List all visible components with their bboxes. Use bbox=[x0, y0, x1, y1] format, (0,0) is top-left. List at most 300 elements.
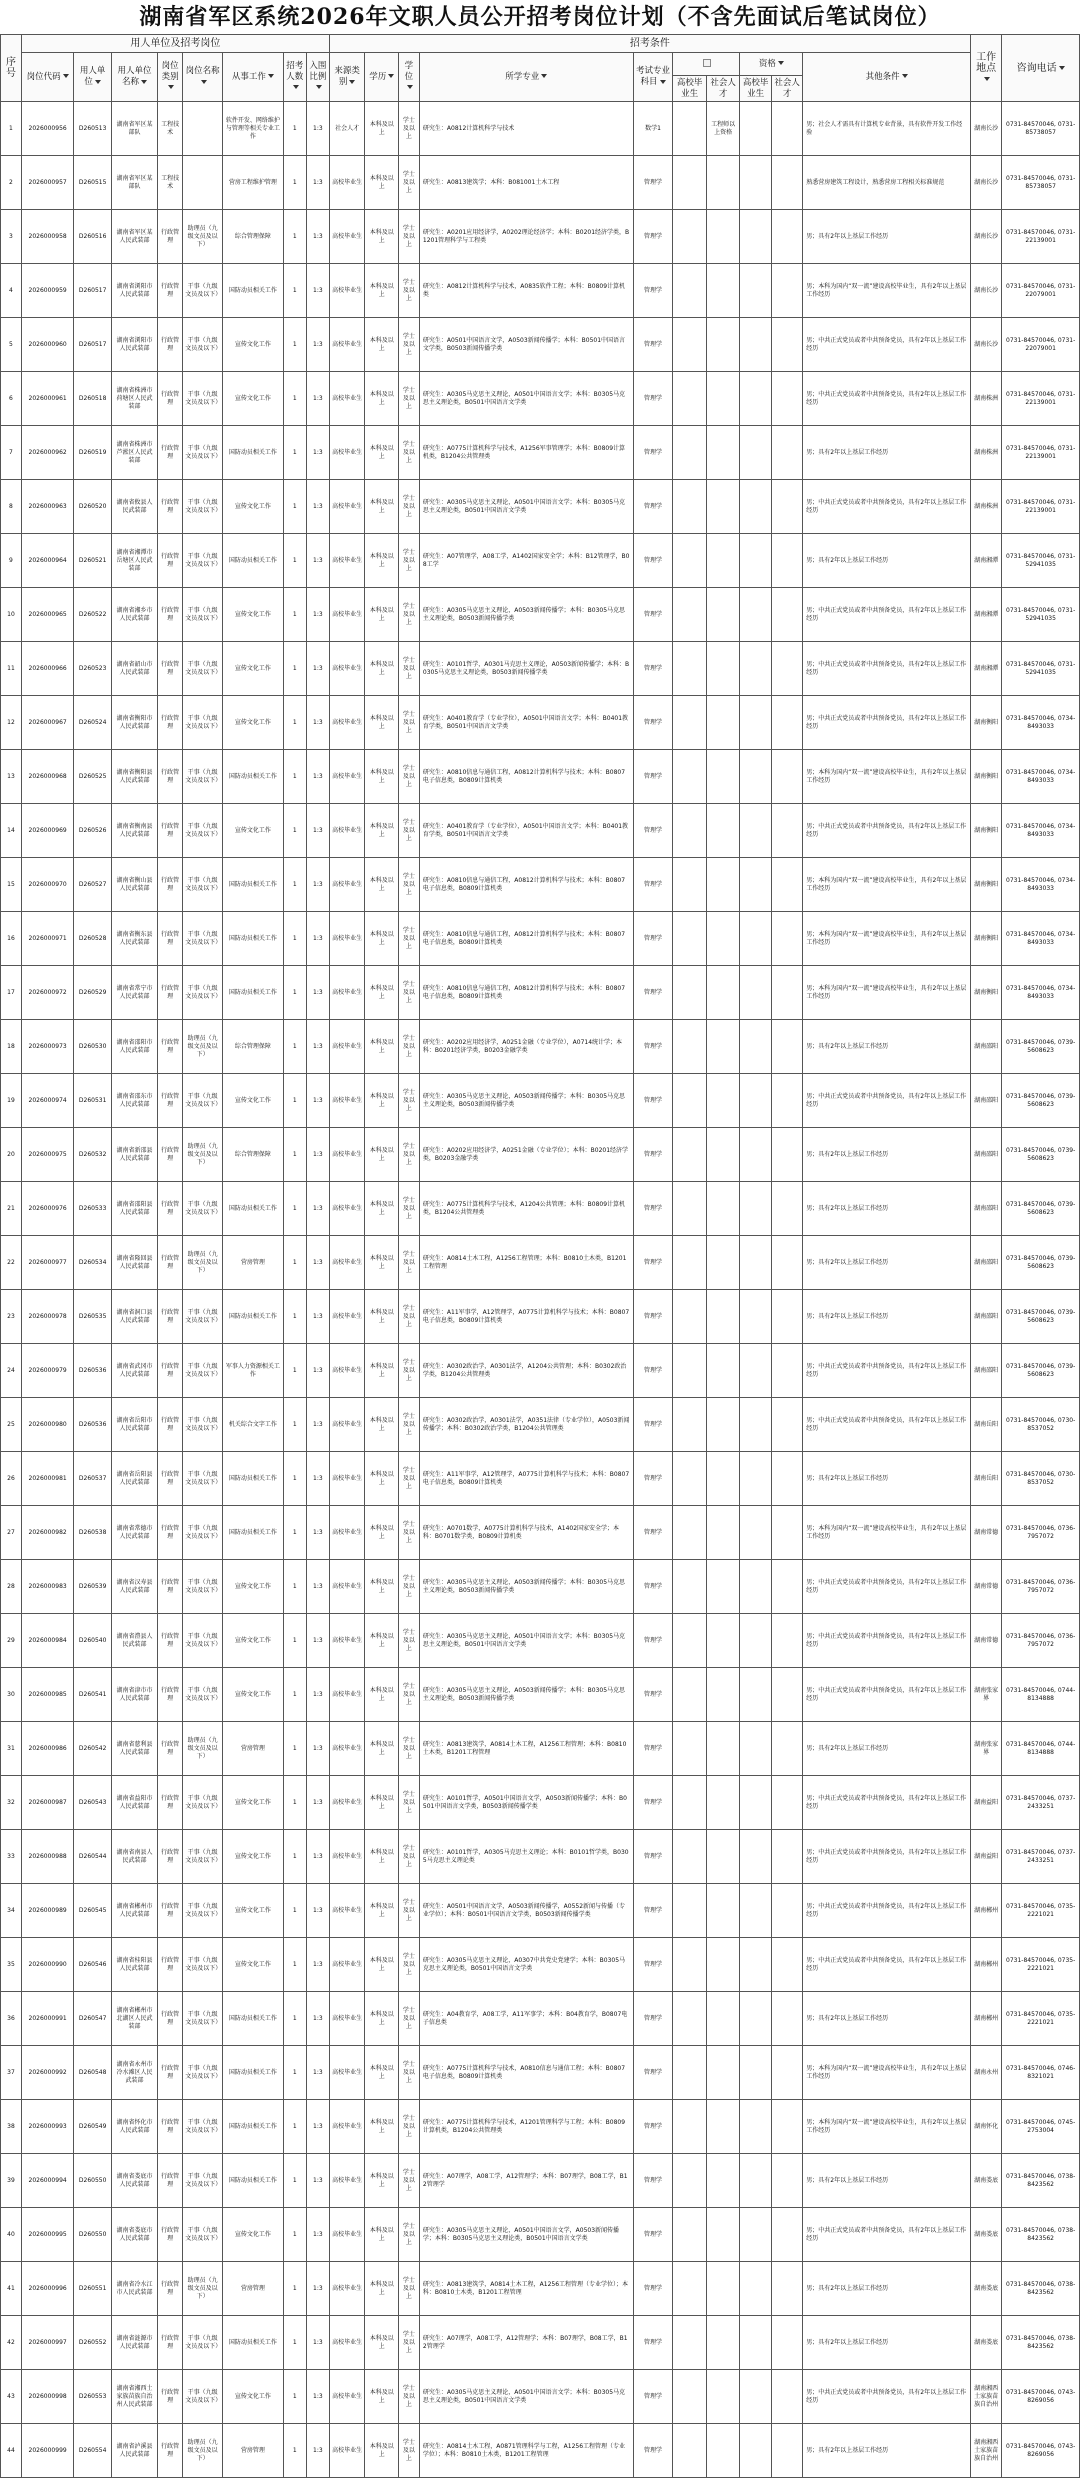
cell-phone: 0731-84570046, 0743-8269056 bbox=[1002, 2370, 1080, 2424]
cell-source: 高校毕业生 bbox=[329, 1020, 365, 1074]
cell-count: 1 bbox=[283, 1182, 306, 1236]
table-row[interactable] bbox=[1, 912, 1080, 966]
cell-no: 12 bbox=[1, 696, 22, 750]
cell-category: 行政管理 bbox=[158, 1182, 183, 1236]
cell-unit-name: 湖南省娄底市人民武装部 bbox=[112, 2154, 158, 2208]
cell-work: 软件开发、网络维护与管理等相关专业工作 bbox=[223, 102, 284, 156]
cell-other: 男；中共正式党员或者中共预备党员，具有2年以上基层工作经历 bbox=[803, 1344, 971, 1398]
cell-exam: 管理学 bbox=[633, 2424, 673, 2478]
cell-unit-name: 湖南省桂阳县人民武装部 bbox=[112, 1938, 158, 1992]
cell-code: 2026000986 bbox=[21, 1722, 73, 1776]
cell-other: 男；中共正式党员或者中共预备党员，具有2年以上基层工作经历 bbox=[803, 1398, 971, 1452]
table-row[interactable] bbox=[1, 804, 1080, 858]
cell-edu: 本科及以上 bbox=[365, 1020, 399, 1074]
cell-count: 1 bbox=[283, 750, 306, 804]
cell-edu: 本科及以上 bbox=[365, 1344, 399, 1398]
cell-grad-2 bbox=[740, 1560, 771, 1614]
cell-edu: 本科及以上 bbox=[365, 2370, 399, 2424]
cell-post: 助理员（九级文员及以下） bbox=[183, 1128, 223, 1182]
cell-phone: 0731-84570046, 0739-5608623 bbox=[1002, 1074, 1080, 1128]
cell-ratio: 1:3 bbox=[306, 426, 329, 480]
cell-location: 湖南永州 bbox=[970, 2046, 1001, 2100]
col-grad-1[interactable]: 高校毕业生 bbox=[673, 76, 707, 102]
job-table bbox=[0, 34, 1080, 2478]
cell-degree: 学士及以上 bbox=[398, 2316, 419, 2370]
col-unit-short[interactable]: 用人单位 bbox=[74, 53, 112, 102]
cell-grad-1 bbox=[673, 588, 707, 642]
cell-post: 干事（九级文员及以下） bbox=[183, 1992, 223, 2046]
cell-count: 1 bbox=[283, 1830, 306, 1884]
cell-no: 17 bbox=[1, 966, 22, 1020]
table-row[interactable] bbox=[1, 858, 1080, 912]
cell-unit-name: 湖南省怀化市人民武装部 bbox=[112, 2100, 158, 2154]
cell-phone: 0731-84570046, 0737-2433251 bbox=[1002, 1830, 1080, 1884]
cell-exam: 管理学 bbox=[633, 1722, 673, 1776]
cell-grad-2 bbox=[740, 2046, 771, 2100]
cell-post: 助理员（九级文员及以下） bbox=[183, 2262, 223, 2316]
cell-phone: 0731-84570046, 0743-8269056 bbox=[1002, 2424, 1080, 2478]
filter-dropdown-icon bbox=[541, 74, 547, 78]
cell-unit: D260550 bbox=[74, 2208, 112, 2262]
col-seniority-group[interactable]: 资格 bbox=[740, 53, 803, 76]
cell-other: 男；中共正式党员或者中共预备党员，具有2年以上基层工作经历 bbox=[803, 1668, 971, 1722]
cell-grad-2 bbox=[740, 1182, 771, 1236]
col-location[interactable]: 工作地点 bbox=[970, 35, 1001, 102]
cell-other: 男；具有2年以上基层工作经历 bbox=[803, 1020, 971, 1074]
cell-edu: 本科及以上 bbox=[365, 750, 399, 804]
cell-grad-1 bbox=[673, 372, 707, 426]
cell-major: 研究生：A11军事学，A12管理学，A0775计算机科学与技术；本科：B0807电子信息类，B0809计算机类 bbox=[419, 1452, 633, 1506]
col-social-2[interactable]: 社会人才 bbox=[771, 76, 802, 102]
cell-other: 男；具有2年以上基层工作经历 bbox=[803, 2262, 971, 2316]
cell-location: 湖南娄底 bbox=[970, 2208, 1001, 2262]
cell-unit-name: 湖南省衡阳县人民武装部 bbox=[112, 750, 158, 804]
cell-post: 干事（九级文员及以下） bbox=[183, 1506, 223, 1560]
cell-other: 男；具有2年以上基层工作经历 bbox=[803, 1236, 971, 1290]
cell-post bbox=[183, 156, 223, 210]
cell-grad-2 bbox=[740, 1992, 771, 2046]
cell-phone: 0731-84570046, 0731-22139001 bbox=[1002, 426, 1080, 480]
table-row[interactable] bbox=[1, 210, 1080, 264]
cell-social-2 bbox=[771, 1830, 802, 1884]
cell-edu: 本科及以上 bbox=[365, 2046, 399, 2100]
cell-unit-name: 湖南省慈利县人民武装部 bbox=[112, 1722, 158, 1776]
cell-edu: 本科及以上 bbox=[365, 102, 399, 156]
table-row[interactable] bbox=[1, 1668, 1080, 1722]
table-row[interactable] bbox=[1, 2100, 1080, 2154]
cell-code: 2026000965 bbox=[21, 588, 73, 642]
table-row[interactable] bbox=[1, 1452, 1080, 1506]
cell-exam: 数学1 bbox=[633, 102, 673, 156]
cell-social-2 bbox=[771, 1020, 802, 1074]
cell-other: 男；社会人才需具有计算机专业背景，具有软件开发工作经验 bbox=[803, 102, 971, 156]
cell-degree: 学士及以上 bbox=[398, 750, 419, 804]
table-row[interactable] bbox=[1, 1938, 1080, 1992]
cell-code: 2026000977 bbox=[21, 1236, 73, 1290]
cell-degree: 学士及以上 bbox=[398, 1020, 419, 1074]
cell-source: 高校毕业生 bbox=[329, 1830, 365, 1884]
cell-degree: 学士及以上 bbox=[398, 642, 419, 696]
cell-social-2 bbox=[771, 2424, 802, 2478]
cell-no: 10 bbox=[1, 588, 22, 642]
cell-work: 营房管理 bbox=[223, 1236, 284, 1290]
cell-category: 行政管理 bbox=[158, 1776, 183, 1830]
cell-grad-1 bbox=[673, 2424, 707, 2478]
filter-dropdown-icon bbox=[984, 77, 990, 81]
table-row[interactable] bbox=[1, 1344, 1080, 1398]
cell-social-2 bbox=[771, 534, 802, 588]
col-work[interactable]: 从事工作 bbox=[223, 53, 284, 102]
cell-major: 研究生：A0101哲学，A0501中国语言文学，A0503新闻传播学；本科：B0501中国语言文学类，B0503新闻传播学类 bbox=[419, 1776, 633, 1830]
cell-exam: 管理学 bbox=[633, 1614, 673, 1668]
cell-no: 4 bbox=[1, 264, 22, 318]
cell-category: 行政管理 bbox=[158, 642, 183, 696]
cell-no: 5 bbox=[1, 318, 22, 372]
cell-code: 2026000988 bbox=[21, 1830, 73, 1884]
cell-unit-name: 湖南省永州市冷水滩区人民武装部 bbox=[112, 2046, 158, 2100]
cell-exam: 管理学 bbox=[633, 858, 673, 912]
cell-degree: 学士及以上 bbox=[398, 264, 419, 318]
cell-other: 男；具有2年以上基层工作经历 bbox=[803, 1182, 971, 1236]
cell-ratio: 1:3 bbox=[306, 858, 329, 912]
cell-work: 宣传文化工作 bbox=[223, 480, 284, 534]
cell-phone: 0731-84570046, 0735-2221021 bbox=[1002, 1884, 1080, 1938]
cell-source: 高校毕业生 bbox=[329, 426, 365, 480]
col-exam[interactable]: 考试专业科目 bbox=[633, 53, 673, 102]
cell-category: 行政管理 bbox=[158, 588, 183, 642]
col-degree[interactable]: 学位 bbox=[398, 53, 419, 102]
cell-degree: 学士及以上 bbox=[398, 1830, 419, 1884]
table-row[interactable] bbox=[1, 1398, 1080, 1452]
cell-social-1 bbox=[706, 2424, 740, 2478]
cell-ratio: 1:3 bbox=[306, 1506, 329, 1560]
cell-count: 1 bbox=[283, 210, 306, 264]
table-row[interactable] bbox=[1, 1506, 1080, 1560]
cell-other: 男；具有2年以上基层工作经历 bbox=[803, 426, 971, 480]
cell-source: 高校毕业生 bbox=[329, 372, 365, 426]
cell-source: 高校毕业生 bbox=[329, 1344, 365, 1398]
col-edu[interactable]: 学历 bbox=[365, 53, 399, 102]
cell-phone: 0731-84570046, 0734-8493033 bbox=[1002, 750, 1080, 804]
table-row[interactable] bbox=[1, 1884, 1080, 1938]
table-row[interactable] bbox=[1, 156, 1080, 210]
col-category[interactable]: 岗位类别 bbox=[158, 53, 183, 102]
cell-work: 国防动员相关工作 bbox=[223, 2100, 284, 2154]
cell-unit-name: 湖南省澧县人民武装部 bbox=[112, 1614, 158, 1668]
cell-location: 湖南张家界 bbox=[970, 1668, 1001, 1722]
table-row[interactable] bbox=[1, 1830, 1080, 1884]
cell-grad-1 bbox=[673, 2100, 707, 2154]
cell-unit-name: 湖南省衡南县人民武装部 bbox=[112, 804, 158, 858]
cell-other: 男；中共正式党员或者中共预备党员，具有2年以上基层工作经历 bbox=[803, 1614, 971, 1668]
cell-exam: 管理学 bbox=[633, 372, 673, 426]
cell-code: 2026000999 bbox=[21, 2424, 73, 2478]
table-row[interactable] bbox=[1, 1182, 1080, 1236]
cell-grad-1 bbox=[673, 1452, 707, 1506]
cell-other: 男；本科为国内“双一流”建设高校毕业生，具有2年以上基层工作经历 bbox=[803, 858, 971, 912]
cell-post: 干事（九级文员及以下） bbox=[183, 966, 223, 1020]
col-grad-2[interactable]: 高校毕业生 bbox=[740, 76, 771, 102]
cell-major: 研究生：A0305马克思主义理论，A0501中国语言文学；本科：B0305马克思主义理论类，B0501中国语言文学类 bbox=[419, 1614, 633, 1668]
table-row[interactable] bbox=[1, 2424, 1080, 2478]
cell-ratio: 1:3 bbox=[306, 318, 329, 372]
cell-social-2 bbox=[771, 210, 802, 264]
cell-location: 湖南邵阳 bbox=[970, 1020, 1001, 1074]
cell-ratio: 1:3 bbox=[306, 1722, 329, 1776]
table-row[interactable] bbox=[1, 2046, 1080, 2100]
table-row[interactable] bbox=[1, 696, 1080, 750]
cell-unit: D260548 bbox=[74, 2046, 112, 2100]
cell-social-1 bbox=[706, 480, 740, 534]
cell-work: 国防动员相关工作 bbox=[223, 2316, 284, 2370]
cell-no: 8 bbox=[1, 480, 22, 534]
cell-edu: 本科及以上 bbox=[365, 1938, 399, 1992]
filter-dropdown-icon bbox=[168, 85, 174, 89]
cell-grad-1 bbox=[673, 696, 707, 750]
col-other[interactable]: 其他条件 bbox=[803, 53, 971, 102]
cell-post: 干事（九级文员及以下） bbox=[183, 642, 223, 696]
cell-code: 2026000997 bbox=[21, 2316, 73, 2370]
cell-unit-name: 湖南省韶山市人民武装部 bbox=[112, 642, 158, 696]
cell-post: 助理员（九级文员及以下） bbox=[183, 1236, 223, 1290]
table-row[interactable] bbox=[1, 1560, 1080, 1614]
cell-grad-1 bbox=[673, 1290, 707, 1344]
cell-grad-2 bbox=[740, 1668, 771, 1722]
table-row[interactable] bbox=[1, 2262, 1080, 2316]
cell-post: 干事（九级文员及以下） bbox=[183, 2208, 223, 2262]
cell-unit: D260525 bbox=[74, 750, 112, 804]
table-row[interactable] bbox=[1, 2208, 1080, 2262]
cell-exam: 管理学 bbox=[633, 2316, 673, 2370]
cell-other: 男；具有2年以上基层工作经历 bbox=[803, 2154, 971, 2208]
cell-unit-name: 湖南省邵阳市人民武装部 bbox=[112, 1020, 158, 1074]
cell-work: 国防动员相关工作 bbox=[223, 1452, 284, 1506]
cell-code: 2026000958 bbox=[21, 210, 73, 264]
cell-work: 机关综合文字工作 bbox=[223, 1398, 284, 1452]
cell-degree: 学士及以上 bbox=[398, 2046, 419, 2100]
cell-work: 国防动员相关工作 bbox=[223, 750, 284, 804]
cell-location: 湖南娄底 bbox=[970, 2262, 1001, 2316]
table-row[interactable] bbox=[1, 1020, 1080, 1074]
cell-source: 高校毕业生 bbox=[329, 804, 365, 858]
cell-grad-1 bbox=[673, 1668, 707, 1722]
cell-edu: 本科及以上 bbox=[365, 1560, 399, 1614]
filter-dropdown-icon bbox=[660, 80, 666, 84]
cell-grad-2 bbox=[740, 426, 771, 480]
cell-edu: 本科及以上 bbox=[365, 858, 399, 912]
cell-exam: 管理学 bbox=[633, 2262, 673, 2316]
col-post-name[interactable]: 岗位名称 bbox=[183, 53, 223, 102]
cell-location: 湖南长沙 bbox=[970, 264, 1001, 318]
cell-category: 行政管理 bbox=[158, 1506, 183, 1560]
cell-grad-2 bbox=[740, 2262, 771, 2316]
cell-grad-2 bbox=[740, 2424, 771, 2478]
table-row[interactable] bbox=[1, 1992, 1080, 2046]
table-row[interactable] bbox=[1, 966, 1080, 1020]
table-row[interactable] bbox=[1, 534, 1080, 588]
cell-unit: D260554 bbox=[74, 2424, 112, 2478]
table-row[interactable] bbox=[1, 750, 1080, 804]
cell-social-2 bbox=[771, 1344, 802, 1398]
table-row[interactable] bbox=[1, 2370, 1080, 2424]
cell-edu: 本科及以上 bbox=[365, 1776, 399, 1830]
cell-category: 行政管理 bbox=[158, 426, 183, 480]
cell-exam: 管理学 bbox=[633, 426, 673, 480]
cell-post: 干事（九级文员及以下） bbox=[183, 372, 223, 426]
cell-other: 男；本科为国内“双一流”建设高校毕业生，具有2年以上基层工作经历 bbox=[803, 912, 971, 966]
table-row[interactable] bbox=[1, 1290, 1080, 1344]
cell-category: 行政管理 bbox=[158, 2424, 183, 2478]
cell-other: 男；中共正式党员或者中共预备党员，具有2年以上基层工作经历 bbox=[803, 1776, 971, 1830]
cell-work: 宣传文化工作 bbox=[223, 588, 284, 642]
table-row[interactable] bbox=[1, 2154, 1080, 2208]
cell-unit-name: 湖南省南县人民武装部 bbox=[112, 1830, 158, 1884]
cell-post: 干事（九级文员及以下） bbox=[183, 2046, 223, 2100]
cell-social-2 bbox=[771, 1668, 802, 1722]
cell-location: 湖南常德 bbox=[970, 1506, 1001, 1560]
table-row[interactable] bbox=[1, 1074, 1080, 1128]
table-body bbox=[1, 102, 1080, 2478]
cell-no: 11 bbox=[1, 642, 22, 696]
cell-edu: 本科及以上 bbox=[365, 2208, 399, 2262]
cell-major: 研究生：A11军事学，A12管理学，A0775计算机科学与技术；本科：B0807电子信息类，B0809计算机类 bbox=[419, 1290, 633, 1344]
cell-edu: 本科及以上 bbox=[365, 1398, 399, 1452]
cell-degree: 学士及以上 bbox=[398, 1128, 419, 1182]
cell-count: 1 bbox=[283, 1560, 306, 1614]
cell-social-1 bbox=[706, 912, 740, 966]
cell-social-1 bbox=[706, 2370, 740, 2424]
cell-grad-2 bbox=[740, 1344, 771, 1398]
cell-social-2 bbox=[771, 966, 802, 1020]
table-row[interactable] bbox=[1, 102, 1080, 156]
cell-category: 行政管理 bbox=[158, 1884, 183, 1938]
table-row[interactable] bbox=[1, 264, 1080, 318]
cell-exam: 管理学 bbox=[633, 1074, 673, 1128]
cell-social-1 bbox=[706, 1236, 740, 1290]
cell-major: 研究生：A0302政治学，A0301法学，A1204公共管理；本科：B0302政治学类，B1204公共管理类 bbox=[419, 1344, 633, 1398]
cell-post: 干事（九级文员及以下） bbox=[183, 2316, 223, 2370]
cell-ratio: 1:3 bbox=[306, 1776, 329, 1830]
cell-exam: 管理学 bbox=[633, 696, 673, 750]
cell-edu: 本科及以上 bbox=[365, 588, 399, 642]
cell-post: 干事（九级文员及以下） bbox=[183, 318, 223, 372]
cell-code: 2026000998 bbox=[21, 2370, 73, 2424]
cell-social-2 bbox=[771, 156, 802, 210]
cell-unit-name: 湖南省岳阳县人民武装部 bbox=[112, 1452, 158, 1506]
cell-social-2 bbox=[771, 372, 802, 426]
cell-social-1 bbox=[706, 264, 740, 318]
cell-post: 干事（九级文员及以下） bbox=[183, 1344, 223, 1398]
table-row[interactable] bbox=[1, 1614, 1080, 1668]
cell-source: 高校毕业生 bbox=[329, 1668, 365, 1722]
cell-phone: 0731-84570046, 0736-7957072 bbox=[1002, 1614, 1080, 1668]
cell-source: 高校毕业生 bbox=[329, 912, 365, 966]
cell-grad-2 bbox=[740, 156, 771, 210]
cell-other: 熟悉营房建筑工程设计，熟悉营房工程相关标准规范 bbox=[803, 156, 971, 210]
cell-code: 2026000971 bbox=[21, 912, 73, 966]
cell-category: 行政管理 bbox=[158, 318, 183, 372]
cell-unit-name: 湖南省浏阳市人民武装部 bbox=[112, 318, 158, 372]
cell-phone: 0731-84570046, 0739-5608623 bbox=[1002, 1020, 1080, 1074]
cell-location: 湖南湘潭 bbox=[970, 534, 1001, 588]
cell-degree: 学士及以上 bbox=[398, 318, 419, 372]
cell-grad-1 bbox=[673, 1506, 707, 1560]
cell-phone: 0731-84570046, 0746-8321021 bbox=[1002, 2046, 1080, 2100]
table-row[interactable] bbox=[1, 1236, 1080, 1290]
cell-location: 湖南娄底 bbox=[970, 2154, 1001, 2208]
cell-grad-2 bbox=[740, 2370, 771, 2424]
cell-work: 国防动员相关工作 bbox=[223, 426, 284, 480]
col-major[interactable]: 所学专业 bbox=[419, 53, 633, 102]
col-social-1[interactable]: 社会人才 bbox=[706, 76, 740, 102]
cell-ratio: 1:3 bbox=[306, 966, 329, 1020]
cell-grad-2 bbox=[740, 966, 771, 1020]
cell-major: 研究生：A0812计算机科学与技术，A0835软件工程；本科：B0809计算机类 bbox=[419, 264, 633, 318]
cell-count: 1 bbox=[283, 1020, 306, 1074]
table-row[interactable] bbox=[1, 372, 1080, 426]
cell-work: 国防动员相关工作 bbox=[223, 534, 284, 588]
table-row[interactable] bbox=[1, 588, 1080, 642]
col-practice-group bbox=[673, 53, 740, 76]
cell-work: 宣传文化工作 bbox=[223, 696, 284, 750]
cell-source: 高校毕业生 bbox=[329, 1776, 365, 1830]
cell-grad-2 bbox=[740, 1614, 771, 1668]
col-ratio[interactable]: 入围比例 bbox=[306, 53, 329, 102]
table-row[interactable] bbox=[1, 426, 1080, 480]
cell-ratio: 1:3 bbox=[306, 1398, 329, 1452]
cell-category: 行政管理 bbox=[158, 696, 183, 750]
table-row[interactable] bbox=[1, 318, 1080, 372]
cell-phone: 0731-84570046, 0734-8493033 bbox=[1002, 696, 1080, 750]
col-phone[interactable]: 咨询电话 bbox=[1002, 35, 1080, 102]
table-row[interactable] bbox=[1, 2316, 1080, 2370]
cell-unit-name: 湖南省湘西土家族苗族自治州人民武装部 bbox=[112, 2370, 158, 2424]
col-no: 序号 bbox=[1, 35, 22, 102]
cell-grad-2 bbox=[740, 2208, 771, 2262]
col-source[interactable]: 来源类别 bbox=[329, 53, 365, 102]
cell-count: 1 bbox=[283, 804, 306, 858]
cell-post: 干事（九级文员及以下） bbox=[183, 912, 223, 966]
cell-social-1 bbox=[706, 1992, 740, 2046]
cell-exam: 管理学 bbox=[633, 1560, 673, 1614]
cell-work: 国防动员相关工作 bbox=[223, 2046, 284, 2100]
cell-no: 14 bbox=[1, 804, 22, 858]
cell-location: 湖南湘潭 bbox=[970, 588, 1001, 642]
cell-ratio: 1:3 bbox=[306, 1452, 329, 1506]
col-count[interactable]: 招考人数 bbox=[283, 53, 306, 102]
col-code[interactable]: 岗位代码 bbox=[21, 53, 73, 102]
cell-category: 行政管理 bbox=[158, 2316, 183, 2370]
cell-social-2 bbox=[771, 642, 802, 696]
cell-social-2 bbox=[771, 1074, 802, 1128]
table-row[interactable] bbox=[1, 1128, 1080, 1182]
cell-grad-2 bbox=[740, 1290, 771, 1344]
cell-ratio: 1:3 bbox=[306, 1236, 329, 1290]
filter-box-icon bbox=[703, 59, 711, 67]
cell-source: 高校毕业生 bbox=[329, 2208, 365, 2262]
cell-social-2 bbox=[771, 102, 802, 156]
cell-ratio: 1:3 bbox=[306, 804, 329, 858]
cell-degree: 学士及以上 bbox=[398, 858, 419, 912]
table-row[interactable] bbox=[1, 642, 1080, 696]
table-row[interactable] bbox=[1, 1722, 1080, 1776]
cell-location: 湖南邵阳 bbox=[970, 1344, 1001, 1398]
col-unit-full[interactable]: 用人单位名称 bbox=[112, 53, 158, 102]
table-row[interactable] bbox=[1, 480, 1080, 534]
cell-work: 宣传文化工作 bbox=[223, 804, 284, 858]
cell-no: 19 bbox=[1, 1074, 22, 1128]
table-row[interactable] bbox=[1, 1776, 1080, 1830]
